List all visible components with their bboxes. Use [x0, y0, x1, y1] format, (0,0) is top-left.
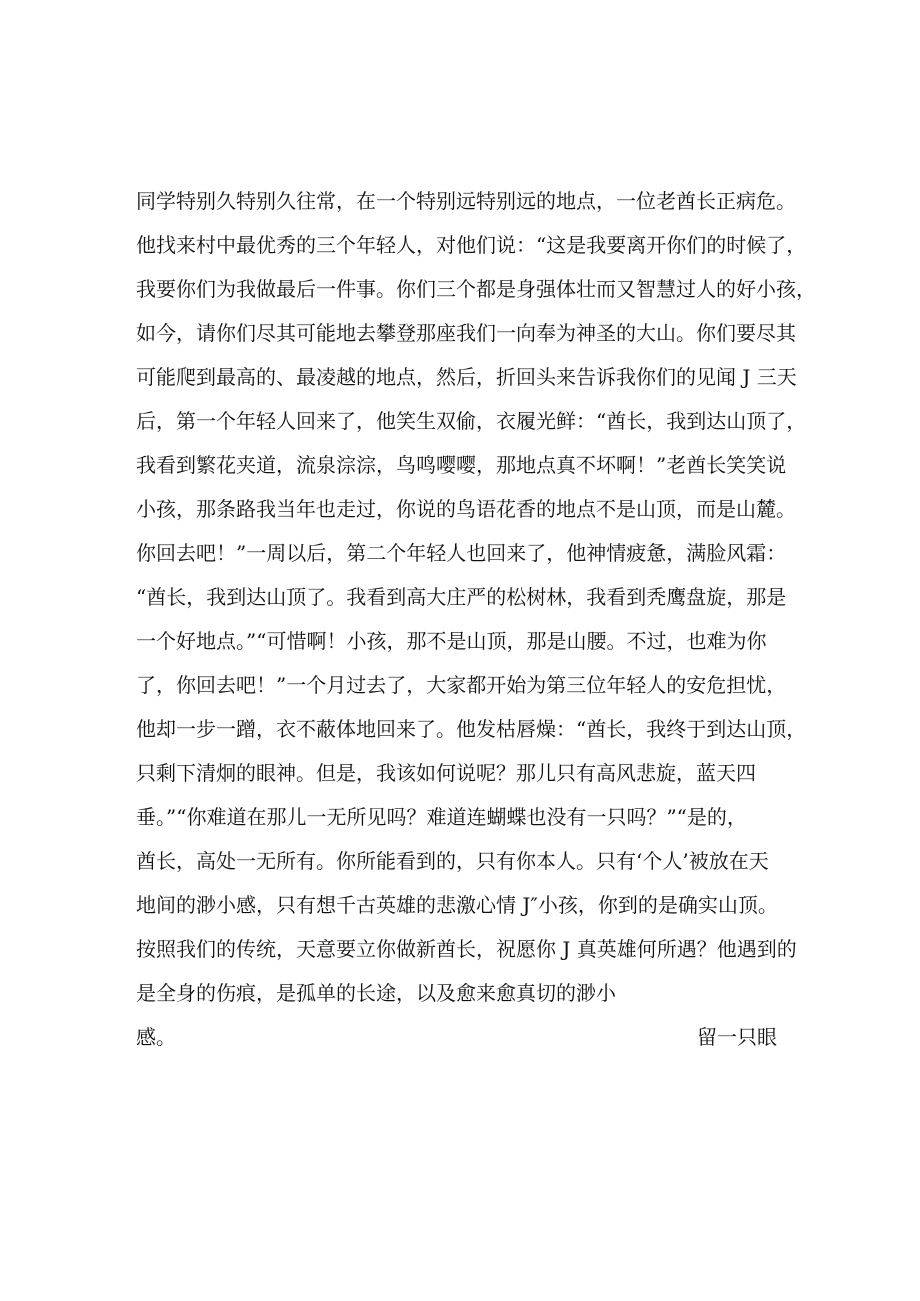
- text-line: 酋长，高处一无所有。你所能看到的，只有你本人。只有‘个人’被放在天: [136, 849, 769, 873]
- text-line: 如今，请你们尽其可能地去攀登那座我们一向奉为神圣的大山。你们要尽其: [136, 321, 796, 345]
- text-line: 了，你回去吧！”一个月过去了，大家都开始为第三位年轻人的安危担忧，: [136, 673, 787, 697]
- text-line: 我看到繁花夹道，流泉淙淙，鸟鸣嘤嘤，那地点真不坏啊！”老酋长笑笑说: [136, 453, 787, 477]
- text-line: “酋长，我到达山顶了。我看到高大庄严的松树林，我看到秃鹰盘旋，那是: [136, 585, 787, 609]
- text-line: 是全身的伤痕，是孤单的长途，以及愈来愈真切的渺小: [136, 981, 616, 1005]
- text-line: 他找来村中最优秀的三个年轻人，对他们说：“这是我要离开你们的时候了，: [136, 233, 807, 257]
- text-line-end: 感。: [136, 1025, 176, 1049]
- text-line: 可能爬到最高的、最凌越的地点，然后，折回头来告诉我你们的见闻 J 三天: [136, 365, 797, 389]
- text-line: 按照我们的传统，天意要立你做新酋长，祝愿你 J 真英雄何所遇？他遇到的: [136, 937, 797, 961]
- text-line: 一个好地点。”“可惜啊！小孩，那不是山顶，那是山腰。不过，也难为你: [136, 629, 767, 653]
- footer-note: 留一只眼: [697, 1025, 777, 1049]
- text-line: 只剩下清炯的眼神。但是，我该如何说呢？那儿只有高风悲旋，蓝天四: [136, 761, 756, 785]
- text-line: 后，第一个年轻人回来了，他笑生双偷，衣履光鲜：“酋长，我到达山顶了，: [136, 409, 807, 433]
- text-line: 他却一步一蹭，衣不蔽体地回来了。他发枯唇燥：“酋长，我终于到达山顶，: [136, 717, 807, 741]
- text-line: 同学特别久特别久往常，在一个特别远特别远的地点，一位老酋长正病危。: [136, 189, 796, 213]
- text-line: 我要你们为我做最后一件事。你们三个都是身强体壮而又智慧过人的好小孩，: [136, 277, 816, 301]
- text-line: 垂。”“你难道在那儿一无所见吗？难道连蝴蝶也没有一只吗？”“是的，: [136, 805, 747, 829]
- text-line: 你回去吧！”一周以后，第二个年轻人也回来了，他神情疲惫，满脸风霜：: [136, 541, 787, 565]
- text-line: 地间的渺小感，只有想千古英雄的悲激心情 J″小孩，你到的是确实山顶。: [136, 893, 778, 917]
- text-line: 小孩，那条路我当年也走过，你说的鸟语花香的地点不是山顶，而是山麓。: [136, 497, 796, 521]
